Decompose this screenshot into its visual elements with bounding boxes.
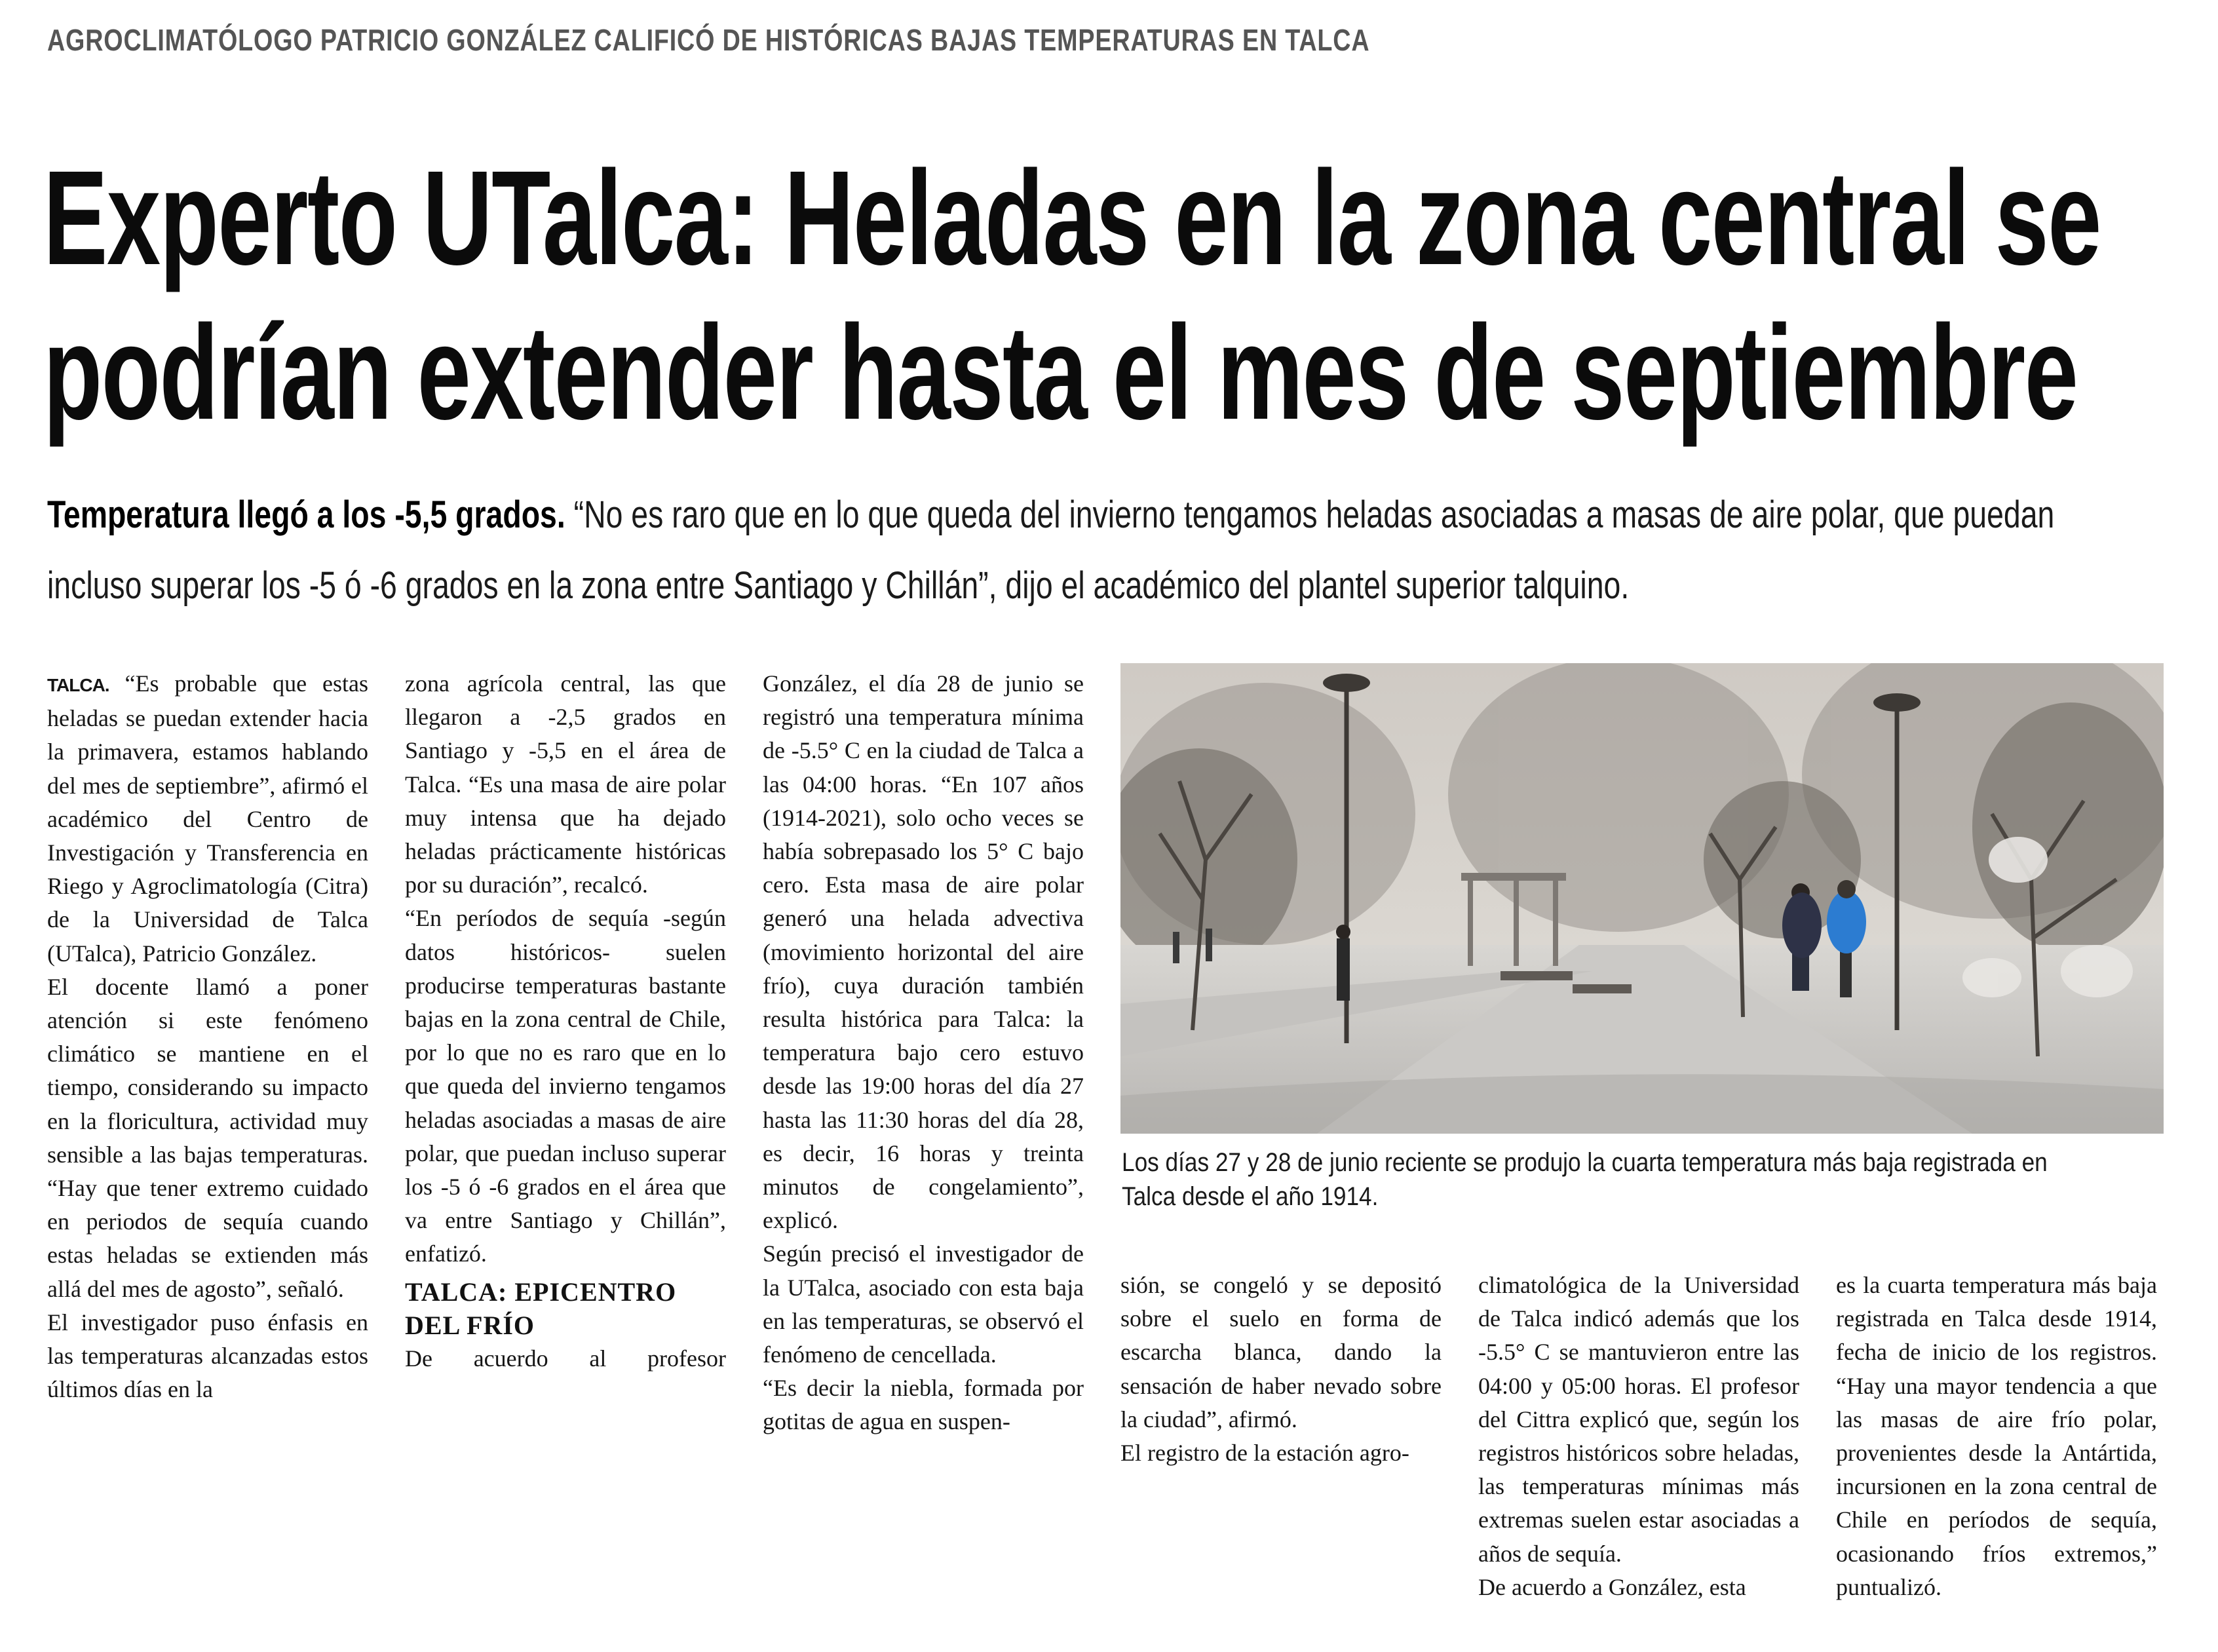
paragraph: sión, se congeló y se depositó sobre el suelo en forma de escarcha blanca, dando la sensación de haber nevado sobre la ciudad”, afirmó. xyxy=(1120,1272,1442,1432)
paragraph: De acuerdo a González, esta xyxy=(1478,1573,1746,1600)
body-column-1 xyxy=(47,667,368,1406)
article-deck xyxy=(47,480,2081,621)
subhead-line-2: DEL FRÍO xyxy=(405,1310,535,1340)
paragraph: climatológica de la Universidad de Talca indicó además que los -5.5° C se mantuvieron entre las 04:00 y 05:00 horas. El profesor del Cittra explicó que, según los registros históricos sobre heladas, las temperaturas mínimas más extremas suelen estar asociadas a años de sequía. xyxy=(1478,1272,1799,1567)
paragraph: zona agrícola central, las que llegaron a -2,5 grados en Santiago y -5,5 en el área de Talca. “Es una masa de aire polar muy intensa que ha dejado heladas prácticamente históricas por su duración”, recalcó. xyxy=(405,670,726,898)
deck-lead: Temperatura llegó a los -5,5 grados. xyxy=(47,493,565,536)
section-subhead xyxy=(405,1275,726,1342)
paragraph: González, el día 28 de junio se registró una temperatura mínima de -5.5° C en la ciudad de Talca a las 04:00 horas. “En 107 años (1914-2021), solo ocho veces se había sobrepasado los 5° C bajo cero. Esta masa de aire polar generó una helada advectiva (movimiento horizontal del aire frío), cuya duración también resulta histórica para Talca: la temperatura bajo cero estuvo desde las 19:00 horas del día 27 hasta las 11:30 horas del día 28, es decir, 16 horas y treinta minutos de congelamiento”, explicó. xyxy=(763,670,1084,1234)
article-kicker: AGROCLIMATÓLOGO PATRICIO GONZÁLEZ CALIFICÓ DE HISTÓRICAS BAJAS TEMPERATURAS EN TALCA xyxy=(47,23,1370,57)
paragraph: “En períodos de sequía -según datos históricos- suelen producirse temperaturas bastante bajas en la zona central de Chile, por lo que no es raro que en lo que queda del invierno tengamos heladas asociadas a masas de aire polar, que puedan incluso superar los -5 ó -6 grados en el área que va entre Santiago y Chillán”, enfatizó. xyxy=(405,905,726,1267)
paragraph: “Es decir la niebla, formada por gotitas de agua en suspen- xyxy=(763,1375,1084,1435)
paragraph: Según precisó el investigador de la UTalca, asociado con esta baja en las temperaturas, se observó el fenómeno de cencellada. xyxy=(763,1240,1084,1368)
paragraph: es la cuarta temperatura más baja registrada en Talca desde 1914, fecha de inicio de los registros. “Hay una mayor tendencia a que las masas de aire frío polar, provenientes desde la Antártida, incursionen en la zona central de Chile en períodos de sequía, ocasionando fríos extremos,” puntualizó. xyxy=(1836,1272,2157,1600)
body-column-3 xyxy=(763,667,1084,1439)
paragraph: El registro de la estación agro- xyxy=(1120,1440,1409,1467)
article-headline xyxy=(43,141,2101,450)
body-column-5 xyxy=(1478,1269,1799,1604)
paragraph: El investigador puso énfasis en las temperaturas alcanzadas estos últimos días en la xyxy=(47,1309,368,1403)
body-column-6 xyxy=(1836,1269,2157,1604)
paragraph xyxy=(47,667,368,970)
subhead-line-1: TALCA: EPICENTRO xyxy=(405,1277,677,1307)
article-photo-frosted-plaza xyxy=(1120,663,2164,1134)
body-column-4 xyxy=(1120,1269,1442,1470)
deck-text: “No es raro que en lo que queda del invierno tengamos heladas asociadas a masas de aire polar, que puedan incluso superar los -5 ó -6 grados en la zona entre Santiago y Chillán”, dijo el académico del plantel superior talquino. xyxy=(47,493,2055,607)
photo-caption: Los días 27 y 28 de junio reciente se produjo la cuarta temperatura más baja registrada en Talca desde el año 1914. xyxy=(1122,1148,2048,1211)
paragraph: El docente llamó a poner atención si este fenómeno climático se mantiene en el tiempo, considerando su impacto en la floricultura, actividad muy sensible a las bajas temperaturas. “Hay que tener extremo cuidado en periodos de sequía cuando estas heladas se extienden más allá del mes de agosto”, señaló. xyxy=(47,973,368,1302)
headline-line-1: Experto UTalca: Heladas en la zona central se xyxy=(43,143,2101,293)
headline-line-2: podrían extender hasta el mes de septiembre xyxy=(43,298,2078,448)
paragraph-text: “Es probable que estas heladas se puedan extender hacia la primavera, estamos hablando del mes de septiembre”, afirmó el académico del Centro de Investigación y Transferencia en Riego y Agroclimatología (Citra) de la Universidad de Talca (UTalca), Patricio González. xyxy=(47,670,368,967)
dateline: TALCA. xyxy=(47,675,109,695)
paragraph: De acuerdo al profesor xyxy=(405,1345,726,1372)
body-column-2 xyxy=(405,667,726,1375)
